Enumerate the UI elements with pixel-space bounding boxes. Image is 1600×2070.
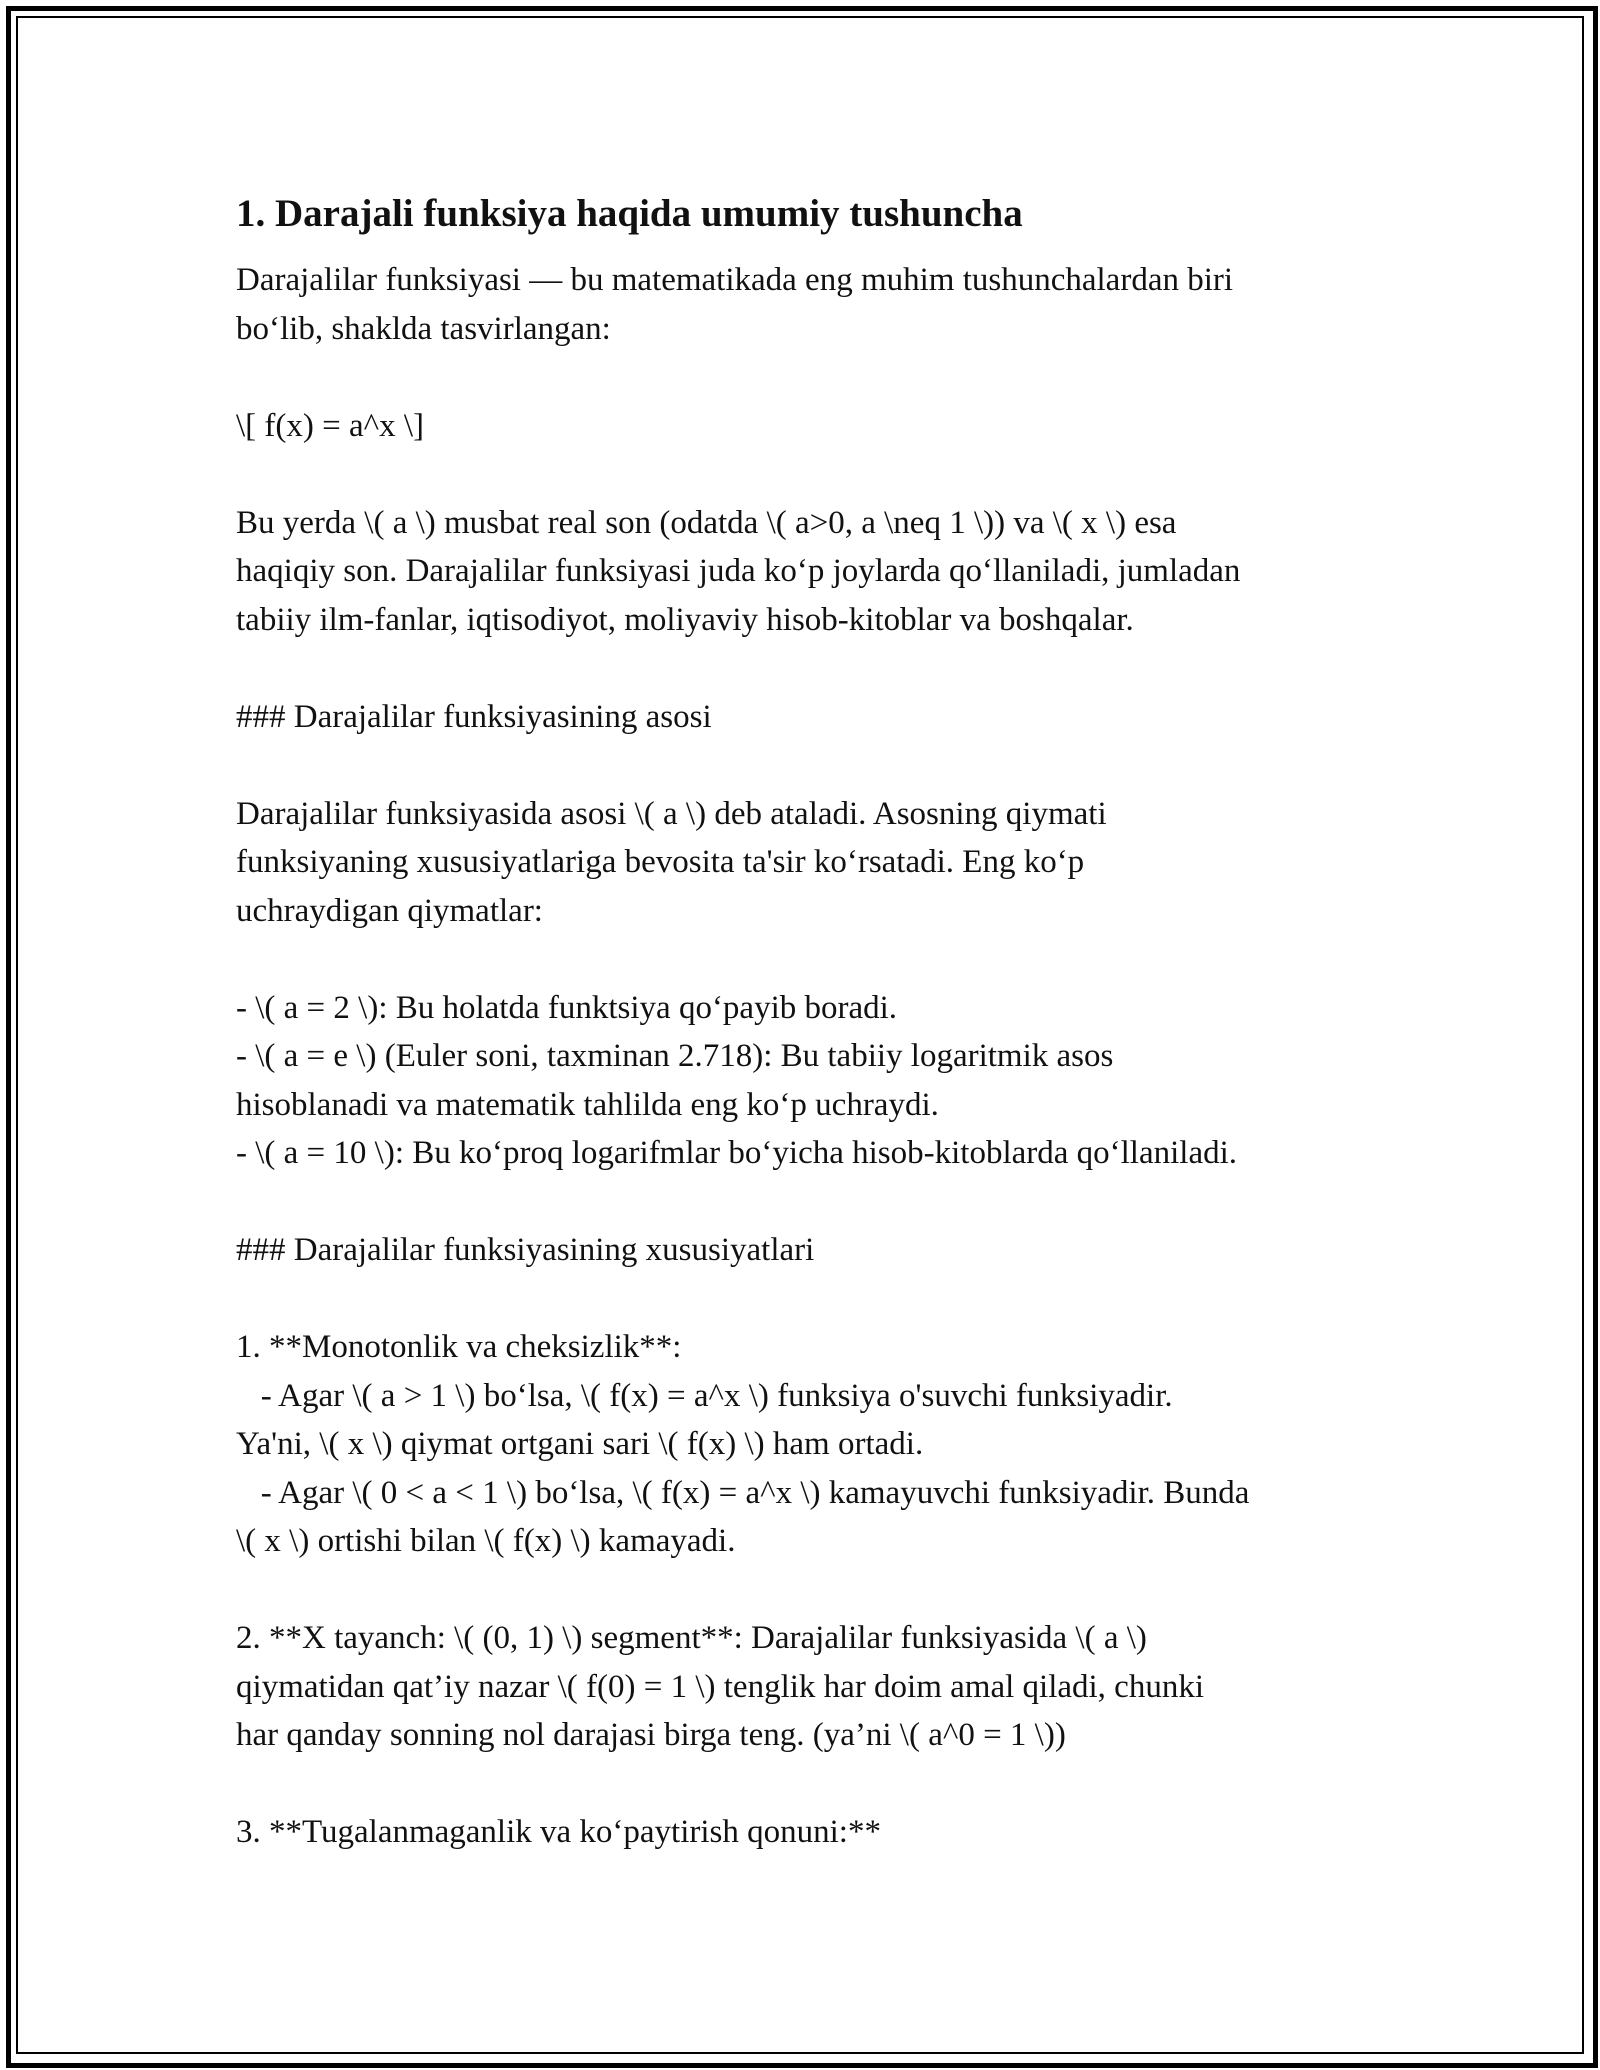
section-heading-asosi <box>236 693 1376 742</box>
list-item-monotonlik <box>236 1323 1376 1566</box>
text-line: - Agar \( a > 1 \) bo‘lsa, \( f(x) = a^x \) funksiya o'suvchi funksiyadir. <box>236 1377 1173 1414</box>
paragraph-definition <box>236 499 1376 645</box>
list-item: - \( a = 10 \): Bu ko‘proq logarifmlar bo‘yicha hisob-kitoblarda qo‘llaniladi. <box>236 1135 1238 1171</box>
text-line: ### Darajalilar funksiyasining asosi <box>236 698 712 735</box>
list-base-values <box>236 984 1376 1178</box>
text-line: haqiqiy son. Darajalilar funksiyasi juda ko‘p joylarda qo‘llaniladi, jumladan <box>236 553 1241 589</box>
text-line: \[ f(x) = a^x \] <box>236 407 425 444</box>
text-line: Darajalilar funksiyasi — bu matematikada eng muhim tushunchalardan biri <box>236 262 1234 298</box>
text-line: Bu yerda \( a \) musbat real son (odatda \( a>0, a \neq 1 \)) va \( x \) esa <box>236 504 1177 541</box>
text-line: - Agar \( 0 < a < 1 \) bo‘lsa, \( f(x) = a^x \) kamayuvchi funksiyadir. Bunda <box>236 1474 1250 1511</box>
list-item-tayanch <box>236 1614 1376 1760</box>
list-item-tugalanmaganlik <box>236 1808 1376 1857</box>
text-line: 2. **X tayanch: \( (0, 1) \) segment**: Darajalilar funksiyasida \( a \) <box>236 1620 1147 1656</box>
document-body <box>236 186 1376 1905</box>
text-line: ### Darajalilar funksiyasining xususiyatlari <box>236 1232 815 1268</box>
list-item-continuation: hisoblanadi va matematik tahlilda eng ko‘p uchraydi. <box>236 1086 939 1123</box>
list-item: - \( a = 2 \): Bu holatda funktsiya qo‘payib boradi. <box>236 989 898 1026</box>
text-line: Ya'ni, \( x \) qiymat ortgani sari \( f(x) \) ham ortadi. <box>236 1426 924 1462</box>
paragraph-intro <box>236 256 1376 353</box>
text-line: Darajalilar funksiyasida asosi \( a \) deb ataladi. Asosning qiymati <box>236 795 1107 832</box>
text-line: har qanday sonning nol darajasi birga teng. (ya’ni \( a^0 = 1 \)) <box>236 1717 1066 1753</box>
text-line: 3. **Tugalanmaganlik va ko‘paytirish qonuni:** <box>236 1814 881 1850</box>
section-heading-xususiyatlari <box>236 1226 1376 1275</box>
text-line: tabiiy ilm-fanlar, iqtisodiyot, moliyaviy hisob-kitoblar va boshqalar. <box>236 601 1134 638</box>
text-line: bo‘lib, shaklda tasvirlangan: <box>236 310 611 347</box>
list-item: - \( a = e \) (Euler soni, taxminan 2.718): Bu tabiiy logaritmik asos <box>236 1038 1114 1074</box>
paragraph-asosi <box>236 790 1376 936</box>
document-title: 1. Darajali funksiya haqida umumiy tushuncha <box>236 192 1023 235</box>
text-line: 1. **Monotonlik va cheksizlik**: <box>236 1329 682 1365</box>
text-line: \( x \) ortishi bilan \( f(x) \) kamayadi. <box>236 1523 736 1559</box>
text-line: funksiyaning xususiyatlariga bevosita ta'sir ko‘rsatadi. Eng ko‘p <box>236 844 1085 880</box>
text-line: qiymatidan qat’iy nazar \( f(0) = 1 \) tenglik har doim amal qiladi, chunki <box>236 1668 1204 1705</box>
formula-display <box>236 402 1376 451</box>
text-line: uchraydigan qiymatlar: <box>236 892 543 929</box>
